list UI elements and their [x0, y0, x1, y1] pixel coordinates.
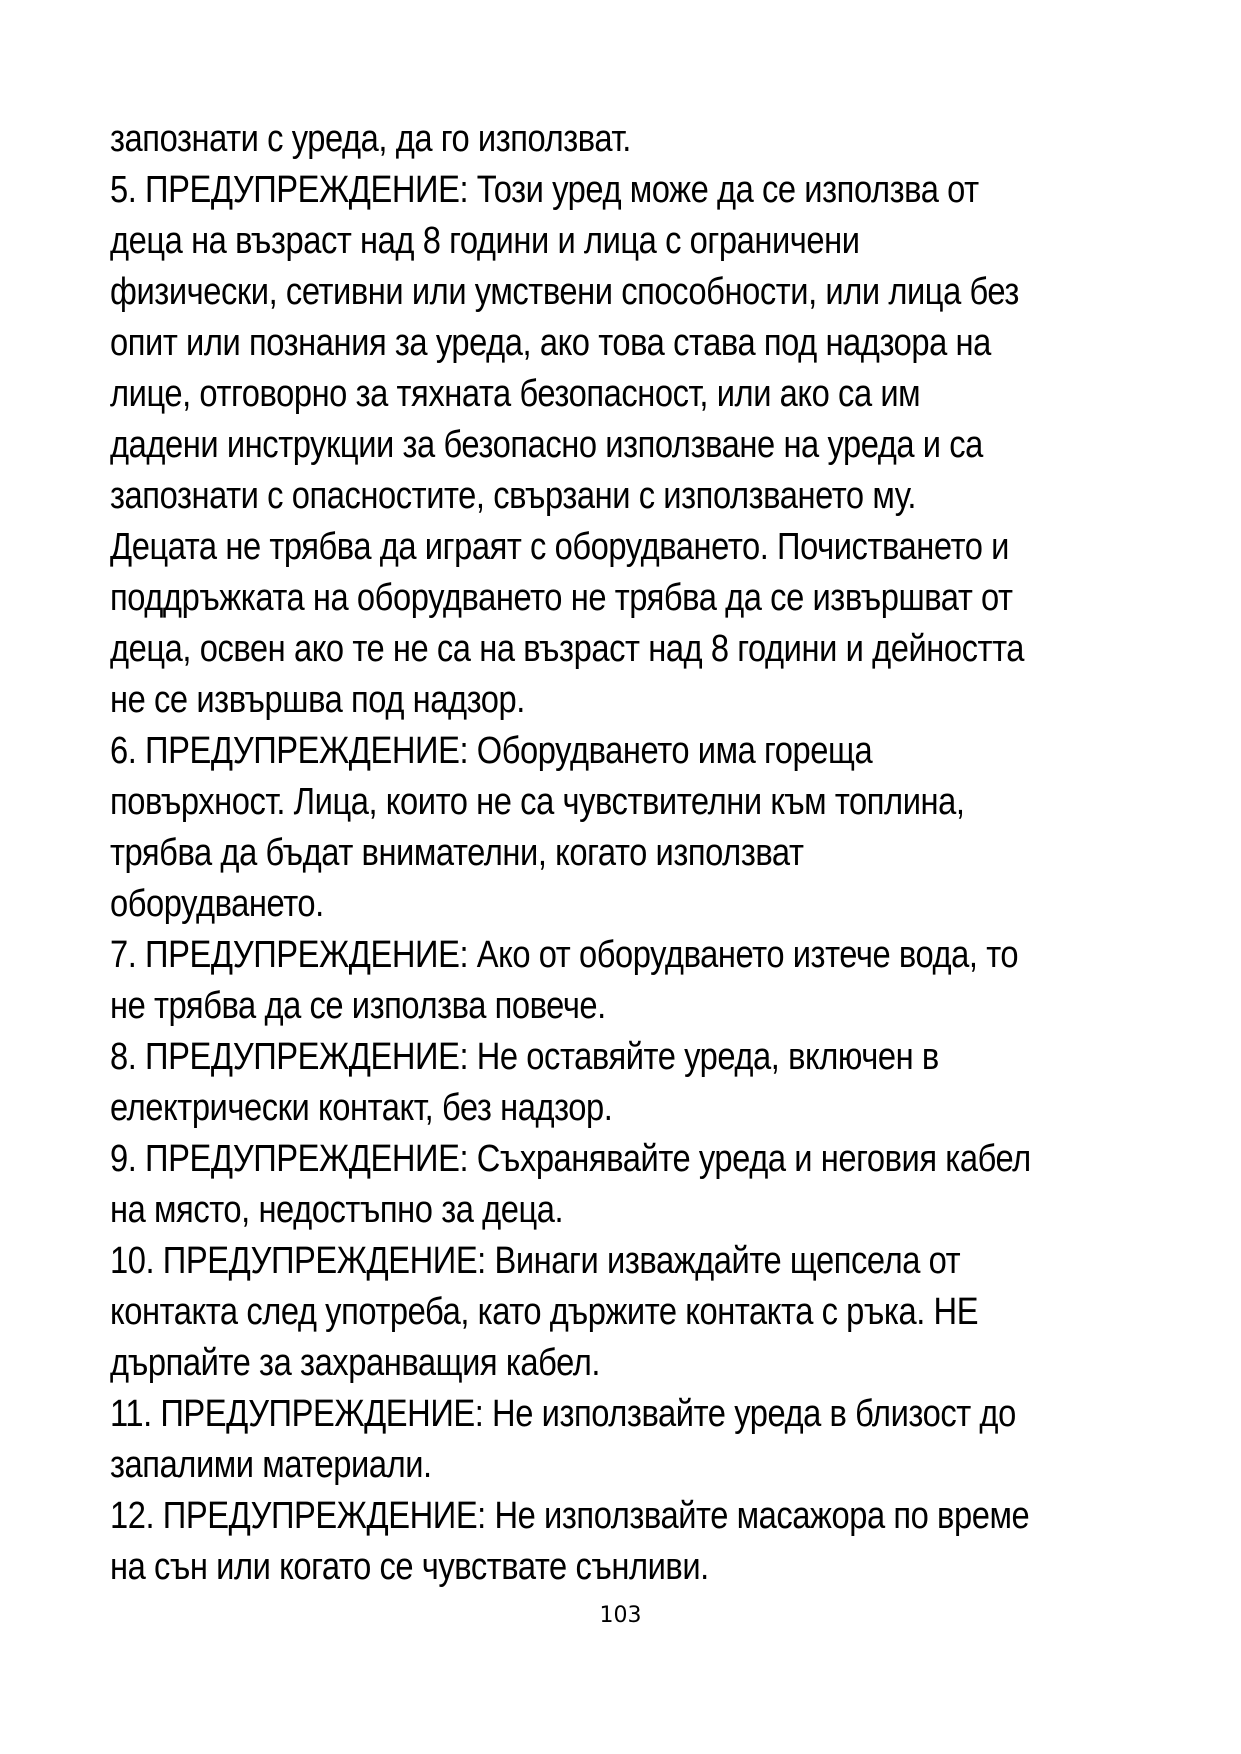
text-line: деца, освен ако те не са на възраст над 8 години и дейността — [110, 628, 1025, 670]
text-line: електрически контакт, без надзор. — [110, 1087, 613, 1129]
text-line: не се извършва под надзор. — [110, 679, 525, 721]
text-line: 10. ПРЕДУПРЕЖДЕНИЕ: Винаги изваждайте щепсела от — [110, 1240, 961, 1282]
text-line: на сън или когато се чувствате сънливи. — [110, 1546, 709, 1588]
text-line: оборудването. — [110, 883, 324, 925]
text-line: запознати с опасностите, свързани с използването му. — [110, 475, 917, 517]
text-line: 12. ПРЕДУПРЕЖДЕНИЕ: Не използвайте масажора по време — [110, 1495, 1030, 1537]
warnings-text — [110, 114, 1168, 1593]
text-line: запалими материали. — [110, 1444, 432, 1486]
text-line: деца на възраст над 8 години и лица с ограничени — [110, 220, 860, 262]
text-line: Децата не трябва да играят с оборудването. Почистването и — [110, 526, 1009, 568]
text-line: 9. ПРЕДУПРЕЖДЕНИЕ: Съхранявайте уреда и неговия кабел — [110, 1138, 1031, 1180]
text-line: контакта след употреба, като държите контакта с ръка. НЕ — [110, 1291, 979, 1333]
text-line: физически, сетивни или умствени способности, или лица без — [110, 271, 1019, 313]
text-line: трябва да бъдат внимателни, когато използват — [110, 832, 804, 874]
text-line: дърпайте за захранващия кабел. — [110, 1342, 601, 1384]
text-line: дадени инструкции за безопасно използване на уреда и са — [110, 424, 983, 466]
text-line: 5. ПРЕДУПРЕЖДЕНИЕ: Този уред може да се използва от — [110, 169, 979, 211]
text-line: не трябва да се използва повече. — [110, 985, 606, 1027]
text-line: повърхност. Лица, които не са чувствителни към топлина, — [110, 781, 965, 823]
text-line: поддръжката на оборудването не трябва да се извършват от — [110, 577, 1013, 619]
text-line: 8. ПРЕДУПРЕЖДЕНИЕ: Не оставяйте уреда, включен в — [110, 1036, 939, 1078]
text-line: на място, недостъпно за деца. — [110, 1189, 564, 1231]
text-line: лице, отговорно за тяхната безопасност, или ако са им — [110, 373, 921, 415]
text-line: 7. ПРЕДУПРЕЖДЕНИЕ: Ако от оборудването изтече вода, то — [110, 934, 1019, 976]
text-line: 6. ПРЕДУПРЕЖДЕНИЕ: Оборудването има гореща — [110, 730, 873, 772]
text-line: 11. ПРЕДУПРЕЖДЕНИЕ: Не използвайте уреда в близост до — [110, 1393, 1016, 1435]
text-line: опит или познания за уреда, ако това става под надзора на — [110, 322, 991, 364]
text-line: запознати с уреда, да го използват. — [110, 118, 631, 160]
page-number: 103 — [599, 1603, 642, 1628]
